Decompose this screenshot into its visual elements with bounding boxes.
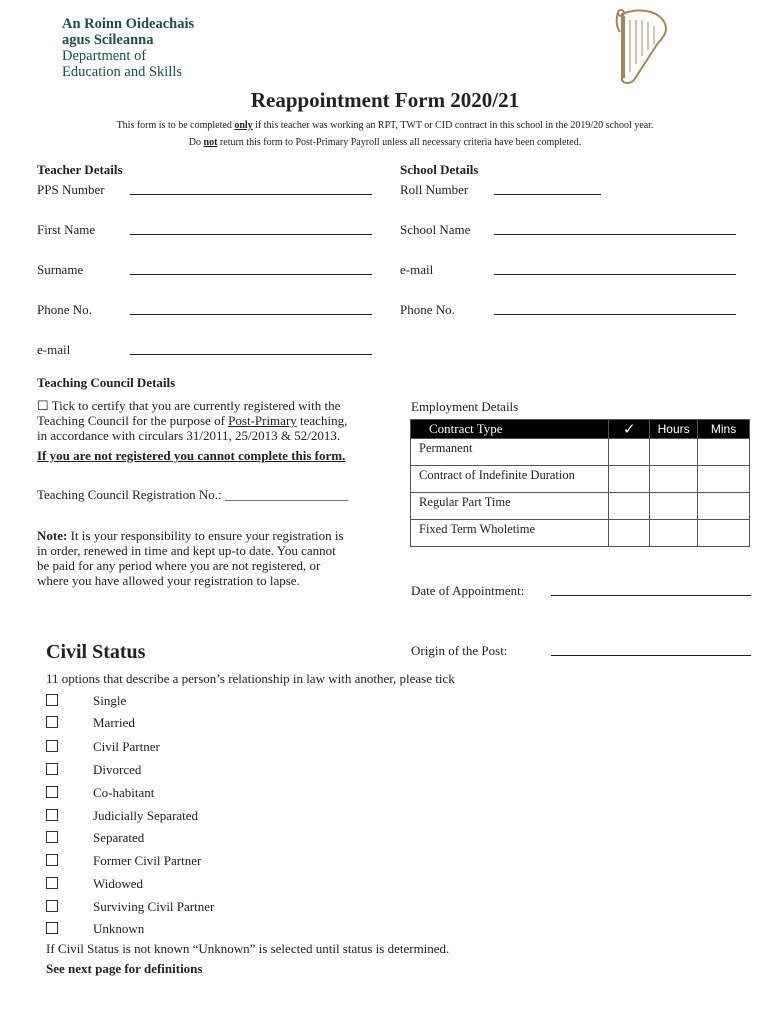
intro-line-2-pre: Do <box>188 137 204 148</box>
certify-line-2-pre: Teaching Council for the purpose of <box>37 413 229 428</box>
registration-note <box>37 528 382 588</box>
intro-line-1-emphasis: only <box>234 120 253 131</box>
teacher-email-field[interactable] <box>130 354 372 355</box>
civil-status-option-civil-partner[interactable] <box>46 739 160 755</box>
contract-rpt: Regular Part Time <box>411 493 609 520</box>
intro-line-2-emphasis: not <box>203 137 218 148</box>
registration-checkbox[interactable]: ☐ <box>37 398 49 413</box>
option-label: Surviving Civil Partner <box>93 899 215 914</box>
contract-type-header: Contract Type <box>411 420 609 439</box>
civil-status-option-divorced[interactable] <box>46 762 142 778</box>
roll-number-field[interactable] <box>494 194 601 195</box>
rpt-tick-cell[interactable] <box>609 493 650 520</box>
see-next-page-note: See next page for definitions <box>46 961 203 976</box>
option-label: Civil Partner <box>93 739 160 754</box>
intro-line-2 <box>0 137 770 148</box>
table-row <box>411 493 750 520</box>
fixed-term-tick-cell[interactable] <box>609 520 650 547</box>
form-title: Reappointment Form 2020/21 <box>250 88 520 112</box>
civil-status-option-widowed[interactable] <box>46 876 144 892</box>
surname-label: Surname <box>37 262 84 277</box>
option-label: Single <box>93 693 127 708</box>
checkbox-icon[interactable] <box>46 922 58 934</box>
checkbox-icon[interactable] <box>46 831 58 843</box>
certify-line-3: in accordance with circulars 31/2011, 25/2013 & 52/2013. <box>37 428 341 443</box>
option-label: Widowed <box>93 876 144 891</box>
option-label: Married <box>93 715 135 730</box>
checkbox-icon[interactable] <box>46 716 58 728</box>
unknown-status-note: If Civil Status is not known “Unknown” is selected until status is determined. <box>46 941 450 956</box>
option-label: Separated <box>93 830 145 845</box>
school-phone-field[interactable] <box>494 314 736 315</box>
option-label: Divorced <box>93 762 142 777</box>
certify-line-2-underlined: Post-Primary <box>228 413 297 428</box>
checkbox-icon[interactable] <box>46 854 58 866</box>
registration-warning: If you are not registered you cannot complete this form. <box>37 448 346 463</box>
civil-status-option-surviving-civil-partner[interactable] <box>46 899 215 915</box>
first-name-label: First Name <box>37 222 96 237</box>
note-line-2: in order, renewed in time and kept up-to date. You cannot <box>37 543 336 558</box>
table-row <box>411 439 750 466</box>
option-label: Co-habitant <box>93 785 155 800</box>
note-line-1: It is your responsibility to ensure your registration is <box>67 528 344 543</box>
civil-status-option-separated[interactable] <box>46 830 145 846</box>
first-name-field[interactable] <box>130 234 372 235</box>
registration-certify-text <box>37 398 377 443</box>
option-label: Unknown <box>93 921 145 936</box>
checkbox-icon[interactable] <box>46 694 58 706</box>
dept-irish-line-2: agus Scileanna <box>62 32 154 48</box>
intro-line-1 <box>0 120 770 131</box>
harp-logo-icon <box>612 6 670 86</box>
contract-fixed-term: Fixed Term Wholetime <box>411 520 609 547</box>
school-name-label: School Name <box>400 222 471 237</box>
option-label: Former Civil Partner <box>93 853 202 868</box>
pps-label: PPS Number <box>37 182 105 197</box>
civil-status-instruction: 11 options that describe a person’s relationship in law with another, please tick <box>46 671 455 686</box>
checkbox-icon[interactable] <box>46 900 58 912</box>
fixed-term-hours-cell[interactable] <box>650 520 698 547</box>
cid-mins-cell[interactable] <box>698 466 750 493</box>
checkbox-icon[interactable] <box>46 809 58 821</box>
certify-line-2-post: teaching, <box>296 413 348 428</box>
roll-number-label: Roll Number <box>400 182 469 197</box>
rpt-mins-cell[interactable] <box>698 493 750 520</box>
note-line-3: be paid for any period where you are not registered, or <box>37 558 321 573</box>
intro-line-1-post: if this teacher was working an RPT, TWT or CID contract in this school in the 2019/20 school year. <box>252 120 654 131</box>
teacher-phone-label: Phone No. <box>37 302 92 317</box>
contract-permanent: Permanent <box>411 439 609 466</box>
table-row <box>411 466 750 493</box>
checkbox-icon[interactable] <box>46 786 58 798</box>
school-phone-label: Phone No. <box>400 302 455 317</box>
intro-line-2-post: return this form to Post-Primary Payroll unless all necessary criteria have been completed. <box>217 137 582 148</box>
teacher-phone-field[interactable] <box>130 314 372 315</box>
civil-status-option-former-civil-partner[interactable] <box>46 853 202 869</box>
civil-status-option-single[interactable] <box>46 693 127 709</box>
employment-table <box>410 419 750 547</box>
certify-line-1: Tick to certify that you are currently registered with the <box>48 398 341 413</box>
fixed-term-mins-cell[interactable] <box>698 520 750 547</box>
civil-status-option-judicially-separated[interactable] <box>46 808 199 824</box>
pps-field[interactable] <box>130 194 372 195</box>
civil-status-option-co-habitant[interactable] <box>46 785 155 801</box>
tick-header-icon: ✓ <box>609 420 650 439</box>
date-of-appointment-label: Date of Appointment: <box>411 583 525 598</box>
permanent-tick-cell[interactable] <box>609 439 650 466</box>
cid-tick-cell[interactable] <box>609 466 650 493</box>
origin-of-post-field[interactable] <box>551 655 751 656</box>
registration-number-field[interactable]: Teaching Council Registration No.: ___________________ <box>37 487 349 502</box>
dept-english-line-1: Department of <box>62 48 147 64</box>
checkbox-icon[interactable] <box>46 877 58 889</box>
civil-status-option-married[interactable] <box>46 715 135 731</box>
dept-irish-line-1: An Roinn Oideachais <box>62 16 195 32</box>
school-email-label: e-mail <box>400 262 434 277</box>
school-name-field[interactable] <box>494 234 736 235</box>
option-label: Judicially Separated <box>93 808 199 823</box>
intro-line-1-pre: This form is to be completed <box>116 120 235 131</box>
school-email-field[interactable] <box>494 274 736 275</box>
civil-status-heading: Civil Status <box>46 641 146 663</box>
hours-header: Hours <box>650 420 698 439</box>
rpt-hours-cell[interactable] <box>650 493 698 520</box>
teacher-email-label: e-mail <box>37 342 71 357</box>
teacher-details-heading: Teacher Details <box>37 162 123 177</box>
checkbox-icon[interactable] <box>46 763 58 775</box>
note-label: Note: <box>37 528 68 543</box>
school-details-heading: School Details <box>400 162 479 177</box>
employment-details-heading: Employment Details <box>411 399 519 414</box>
note-line-4: where you have allowed your registration to lapse. <box>37 573 300 588</box>
permanent-mins-cell[interactable] <box>698 439 750 466</box>
contract-cid: Contract of Indefinite Duration <box>411 466 609 493</box>
permanent-hours-cell[interactable] <box>650 439 698 466</box>
checkbox-icon[interactable] <box>46 740 58 752</box>
mins-header: Mins <box>698 420 750 439</box>
department-name <box>62 16 194 80</box>
cid-hours-cell[interactable] <box>650 466 698 493</box>
date-of-appointment-field[interactable] <box>551 595 751 596</box>
surname-field[interactable] <box>130 274 372 275</box>
origin-of-post-label: Origin of the Post: <box>411 643 508 658</box>
table-row <box>411 520 750 547</box>
civil-status-option-unknown[interactable] <box>46 921 145 937</box>
employment-table-header <box>411 420 750 439</box>
teaching-council-heading: Teaching Council Details <box>37 375 176 390</box>
dept-english-line-2: Education and Skills <box>62 64 183 80</box>
